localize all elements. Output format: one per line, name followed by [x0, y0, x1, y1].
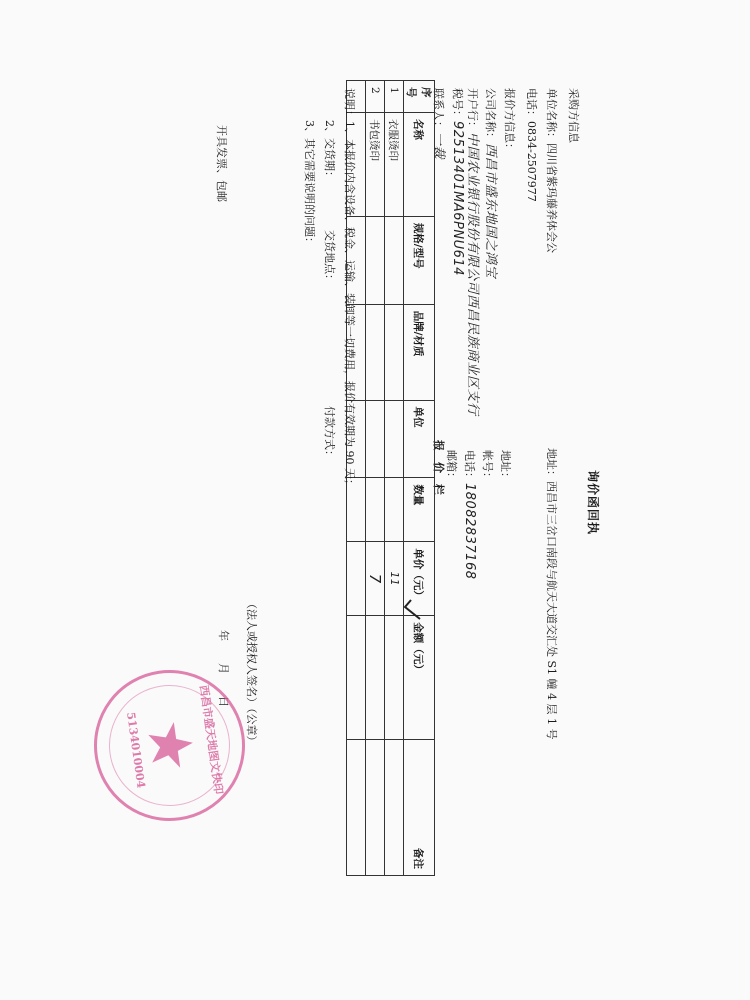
buyer-address-value: 西昌市三岔口南段与航天大道交汇处 S1 幢 4 层 1 号	[545, 481, 558, 740]
header-cell: 单价（元）	[404, 542, 435, 616]
quoter-bank-value: 中国农业银行股份有限公司西昌民族商业区支行	[465, 132, 480, 416]
header-cell: 数量	[404, 478, 435, 542]
cell-index: 1	[385, 81, 404, 113]
header-cell: 规格/型号	[404, 216, 435, 304]
note-delivery-time: 2、交货期：	[323, 120, 336, 182]
document-title: 询价函回执	[586, 470, 600, 536]
seal-number: 5134010004	[124, 711, 148, 790]
buyer-unit-value: 四川省紫玛藤养体会公	[545, 143, 558, 253]
cell-name: 书包烫印	[366, 112, 385, 216]
cell-price: 11	[385, 542, 404, 616]
buyer-address-row	[544, 448, 560, 740]
cell-amount	[366, 616, 385, 740]
buyer-phone-row	[524, 88, 540, 202]
seal-star-icon	[143, 718, 199, 774]
header-cell: 名称	[404, 112, 435, 216]
cell-qty	[366, 478, 385, 542]
buyer-unit-row	[544, 88, 560, 253]
cell-name: 衣服烫印	[385, 112, 404, 216]
quoter-tax-label: 税号：	[451, 88, 464, 121]
header-cell: 品牌/材质	[404, 304, 435, 400]
buyer-unit-label: 单位名称：	[545, 88, 558, 143]
quoter-tax-row	[450, 88, 466, 276]
quoter-phone-row	[462, 450, 478, 579]
signature-label: （法人或授权人签名）（公章）	[245, 598, 258, 747]
note-invoice: 开具发票、包邮	[215, 125, 228, 202]
cell-brand	[385, 304, 404, 400]
quoter-contact-value: 一裁	[431, 132, 446, 160]
quoter-company-label: 公司名称：	[484, 88, 497, 143]
cell-index: 2	[366, 81, 385, 113]
quoter-phone-value: 18082837168	[462, 483, 477, 580]
cell-qty	[385, 478, 404, 542]
cell-note	[366, 740, 385, 876]
date-label: 年 月 日	[217, 630, 230, 707]
quoter-heading: 报价方信息：	[503, 88, 516, 154]
header-cell: 序号	[404, 81, 435, 113]
quoter-addr-row	[498, 450, 514, 483]
buyer-phone-label: 电话：	[525, 88, 538, 121]
cell-note	[385, 740, 404, 876]
note-line-3: 3、其它需要说明的问题：	[303, 120, 316, 248]
header-cell: 金额（元）	[404, 616, 435, 740]
quoter-contact-label: 联系人：	[432, 88, 445, 132]
header-cell: 单位	[404, 400, 435, 478]
seal-ring-text: 西昌市盛天地图文快印	[197, 684, 226, 796]
cell-spec	[385, 216, 404, 304]
cell-unit	[366, 400, 385, 478]
quoter-account-row	[480, 450, 496, 483]
quoter-company-value: 西昌市盛东地国之鸿宝	[483, 143, 498, 279]
cell-price: 7	[366, 542, 385, 616]
table-caption: 报 价 栏	[432, 440, 445, 495]
table-row	[385, 81, 404, 876]
handwritten-tick-mark	[401, 598, 423, 622]
table-row	[366, 81, 385, 876]
quoter-phone-label: 电话：	[463, 450, 476, 483]
quoter-account-label: 帐号：	[481, 450, 494, 483]
table-header-row	[404, 81, 435, 876]
quoter-addr-label: 地址：	[499, 450, 512, 483]
buyer-phone-value: 0834-2507977	[525, 121, 538, 202]
quoter-bank-label: 开户行：	[466, 88, 479, 132]
note-delivery-place: 交货地点：	[323, 230, 336, 285]
header-cell: 备注	[404, 740, 435, 876]
cell-brand	[366, 304, 385, 400]
note-line-1: 说明：1、本报价内含设备、税金、运输、装卸等一切费用，报价有效期为 90 天；	[343, 88, 356, 490]
quoter-bank-row	[465, 88, 484, 416]
cell-spec	[366, 216, 385, 304]
quoter-tax-value: 92513401MA6PNU614	[450, 121, 465, 276]
quoter-company-row	[483, 88, 502, 278]
buyer-address-label: 地址：	[545, 448, 558, 481]
quote-table	[346, 80, 435, 876]
cell-amount	[385, 616, 404, 740]
note-payment-method: 付款方式：	[323, 406, 336, 461]
cell-unit	[385, 400, 404, 478]
quoter-postcode-label: 邮箱：	[445, 450, 458, 483]
buyer-heading: 采购方信息	[567, 88, 580, 143]
